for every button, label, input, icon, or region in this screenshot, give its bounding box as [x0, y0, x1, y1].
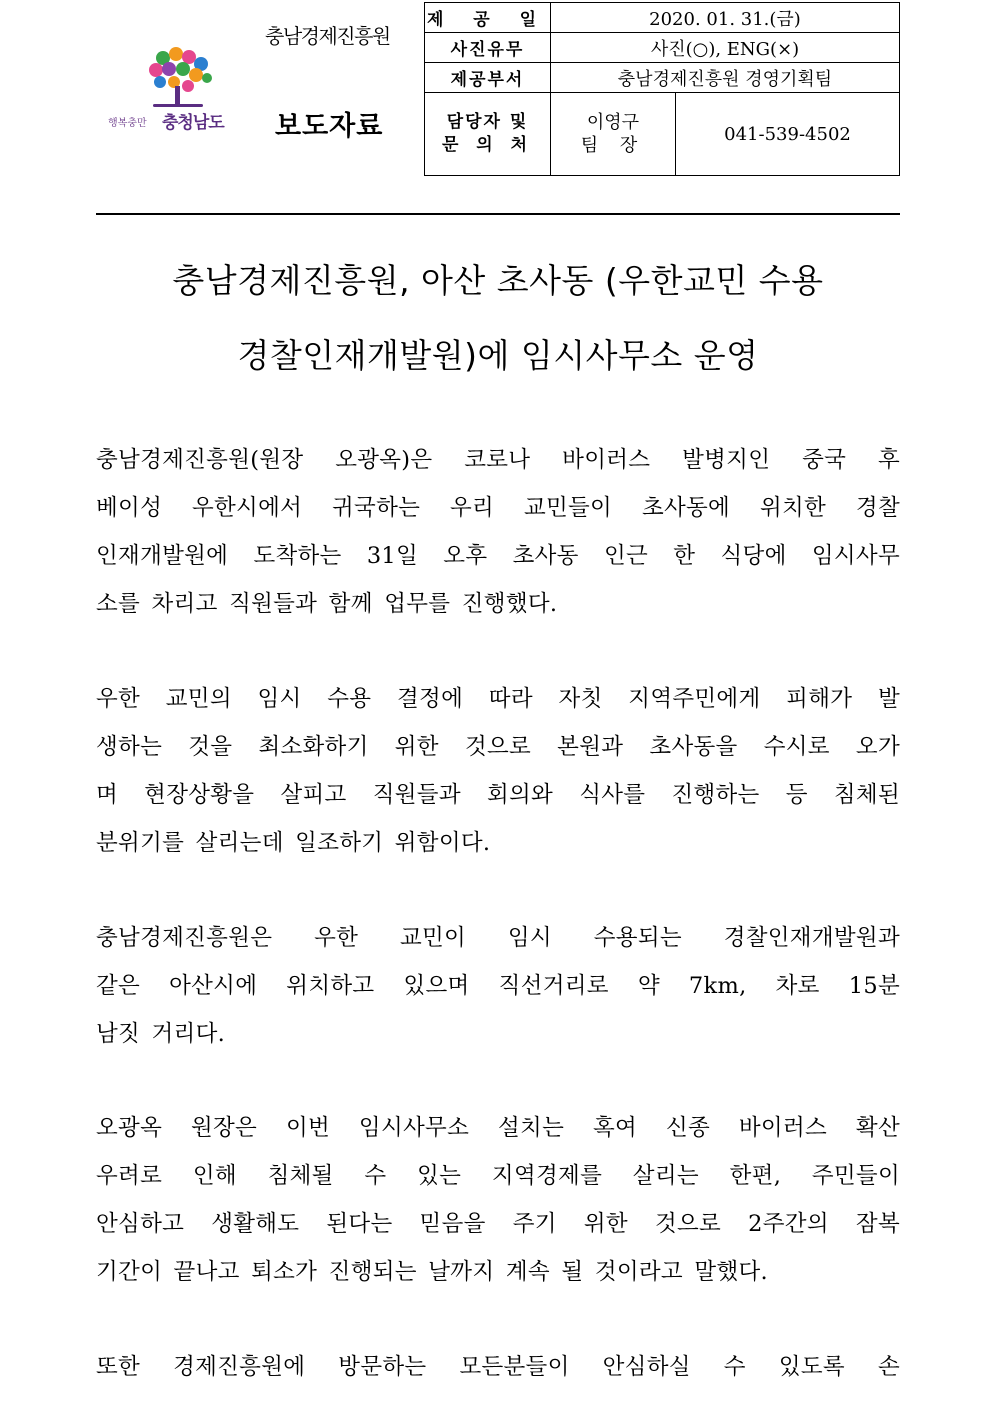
paragraph-5: [96, 1343, 900, 1391]
paragraph-2: [96, 675, 900, 867]
document-type: 보도자료: [275, 111, 384, 142]
logo-tagline: 행복충만: [108, 118, 147, 129]
provide-date-value: 2020. 01. 31.(금): [551, 3, 900, 33]
contact-label-line2: 문 의 처: [441, 135, 534, 155]
department-label: 제공부서: [425, 63, 551, 93]
headline-line-2: 경찰인재개발원)에 임시사무소 운영: [237, 336, 759, 375]
paragraph-line: 분위기를 살리는데 일조하기 위함이다.: [96, 830, 491, 856]
table-row: [425, 33, 900, 63]
paragraph-line: 기간이 끝나고 퇴소가 진행되는 날까지 계속 될 것이라고 말했다.: [96, 1259, 768, 1285]
paragraph-line: 베이성 우한시에서 귀국하는 우리 교민들이 초사동에 위치한 경찰: [96, 495, 900, 521]
contact-name: 이영구: [586, 112, 640, 133]
paragraph-3: [96, 914, 900, 1058]
paragraph-line: 우한 교민의 임시 수용 결정에 따라 자칫 지역주민에게 피해가 발: [96, 686, 900, 712]
paragraph-line: 같은 아산시에 위치하고 있으며 직선거리로 약 7km, 차로 15분: [96, 973, 900, 999]
contact-person: [551, 93, 676, 176]
paragraph-line: 남짓 거리다.: [96, 1021, 226, 1047]
paragraph-line: 또한 경제진흥원에 방문하는 모든분들이 안심하실 수 있도록 손: [96, 1354, 900, 1380]
paragraph-line: 인재개발원에 도착하는 31일 오후 초사동 인근 한 식당에 임시사무: [96, 543, 900, 569]
logo-name: 충청남도: [162, 113, 224, 133]
tree-emblem-icon: [108, 44, 248, 114]
paragraph-1: [96, 436, 900, 628]
department-value: 충남경제진흥원 경영기획팀: [551, 63, 900, 93]
paragraph-line: 오광옥 원장은 이번 임시사무소 설치는 혹여 신종 바이러스 확산: [96, 1115, 900, 1141]
table-row: [425, 3, 900, 33]
table-row: [425, 63, 900, 93]
photo-value: 사진(○), ENG(×): [551, 33, 900, 63]
organization-name: 충남경제진흥원: [265, 24, 390, 48]
headline-line-1: 충남경제진흥원, 아산 초사동 (우한교민 수용: [172, 261, 824, 300]
press-info-table: [424, 2, 900, 176]
paragraph-4: [96, 1104, 900, 1296]
contact-label-line1: 담당자 및: [446, 112, 529, 132]
chungnam-logo: [108, 44, 248, 144]
header-divider: [96, 213, 900, 215]
paragraph-line: 생하는 것을 최소화하기 위한 것으로 본원과 초사동을 수시로 오가: [96, 734, 900, 760]
paragraph-line: 충남경제진흥원(원장 오광옥)은 코로나 바이러스 발병지인 중국 후: [96, 447, 900, 473]
paragraph-line: 충남경제진흥원은 우한 교민이 임시 수용되는 경찰인재개발원과: [96, 925, 900, 951]
paragraph-line: 소를 차리고 직원들과 함께 업무를 진행했다.: [96, 591, 558, 617]
photo-label: 사진유무: [425, 33, 551, 63]
contact-position: 팀 장: [580, 135, 646, 156]
headline: [96, 243, 900, 393]
paragraph-line: 며 현장상황을 살피고 직원들과 회의와 식사를 진행하는 등 침체된: [96, 782, 900, 808]
provide-date-label: 제 공 일: [425, 3, 551, 33]
paragraph-line: 우려로 인해 침체될 수 있는 지역경제를 살리는 한편, 주민들이: [96, 1163, 900, 1189]
table-row: [425, 93, 900, 176]
paragraph-line: 안심하고 생활해도 된다는 믿음을 주기 위한 것으로 2주간의 잠복: [96, 1211, 900, 1237]
contact-phone: 041-539-4502: [676, 93, 900, 176]
contact-label: [425, 93, 551, 176]
